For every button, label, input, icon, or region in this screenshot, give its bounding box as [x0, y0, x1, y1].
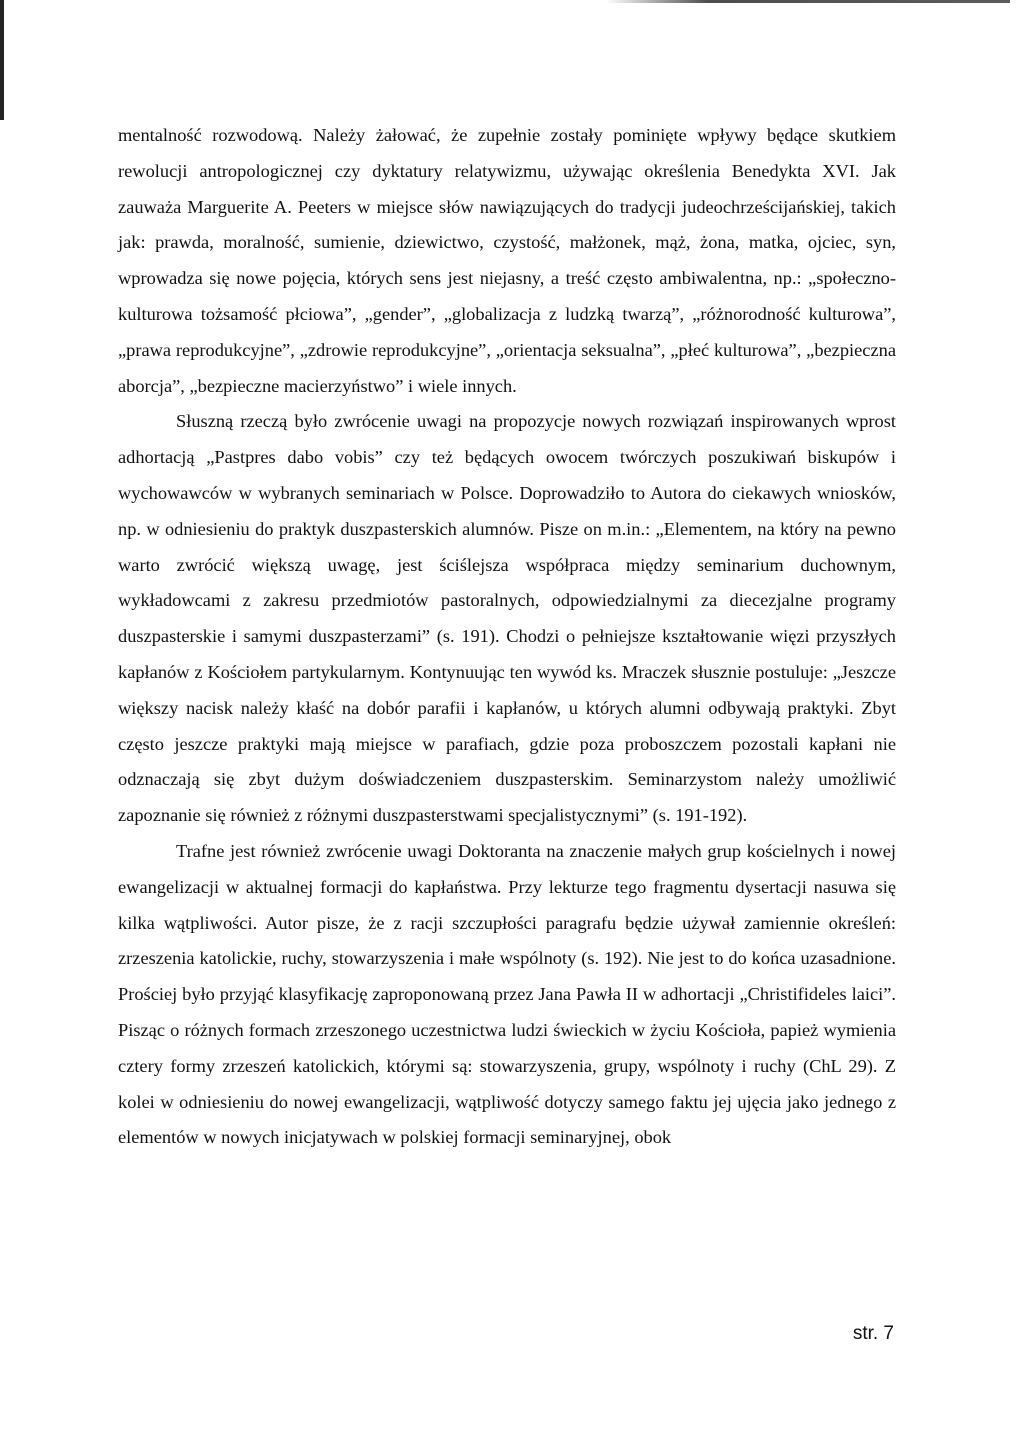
page-number: str. 7: [852, 1323, 894, 1344]
scan-edge-top: [0, 0, 1010, 3]
paragraph-2: Słuszną rzeczą było zwrócenie uwagi na propozycje nowych rozwiązań inspirowanych wprost adhortacją „Pastpres dabo vobis” czy też będących owocem twórczych poszukiwań biskupów i wychowawców w wybranych seminariach w Polsce. Doprowadziło to Autora do ciekawych wniosków, np. w odniesieniu do praktyk duszpasterskich alumnów. Pisze on m.in.: „Elementem, na który na pewno warto zwrócić większą uwagę, jest ściślejsza współpraca między seminarium duchownym, wykładowcami z zakresu przedmiotów pastoralnych, odpowiedzialnymi za diecezjalne programy duszpasterskie i samymi duszpasterzami” (s. 191). Chodzi o pełniejsze kształtowanie więzi przyszłych kapłanów z Kościołem partykularnym. Kontynuując ten wywód ks. Mraczek słusznie postuluje: „Jeszcze większy nacisk należy kłaść na dobór parafii i kapłanów, u których alumni odbywają praktyki. Zbyt często jeszcze praktyki mają miejsce w parafiach, gdzie poza proboszczem pozostali kapłani nie odznaczają się zbyt dużym doświadczeniem duszpasterskim. Seminarzystom należy umożliwić zapoznanie się również z różnymi duszpasterstwami specjalistycznymi” (s. 191-192).: [118, 411, 896, 826]
scan-edge-left: [0, 0, 4, 120]
document-page: [118, 118, 896, 1156]
paragraph-3: Trafne jest również zwrócenie uwagi Doktoranta na znaczenie małych grup kościelnych i nowej ewangelizacji w aktualnej formacji do kapłaństwa. Przy lekturze tego fragmentu dysertacji nasuwa się kilka wątpliwości. Autor pisze, że z racji szczupłości paragrafu będzie używał zamiennie określeń: zrzeszenia katolickie, ruchy, stowarzyszenia i małe wspólnoty (s. 192). Nie jest to do końca uzasadnione. Prościej było przyjąć klasyfikację zaproponowaną przez Jana Pawła II w adhortacji „Christifideles laici”. Pisząc o różnych formach zrzeszonego uczestnictwa ludzi świeckich w życiu Kościoła, papież wymienia cztery formy zrzeszeń katolickich, którymi są: stowarzyszenia, grupy, wspólnoty i ruchy (ChL 29). Z kolei w odniesieniu do nowej ewangelizacji, wątpliwość dotyczy samego faktu jej ujęcia jako jednego z elementów w nowych inicjatywach w polskiej formacji seminaryjnej, obok: [118, 840, 896, 1148]
paragraph-1: mentalność rozwodową. Należy żałować, że zupełnie zostały pominięte wpływy będące skutkiem rewolucji antropologicznej czy dyktatury relatywizmu, używając określenia Benedykta XVI. Jak zauważa Marguerite A. Peeters w miejsce słów nawiązujących do tradycji judeochrześcijańskiej, takich jak: prawda, moralność, sumienie, dziewictwo, czystość, małżonek, mąż, żona, matka, ojciec, syn, wprowadza się nowe pojęcia, których sens jest niejasny, a treść często ambiwalentna, np.: „społeczno-kulturowa tożsamość płciowa”, „gender”, „globalizacja z ludzką twarzą”, „różnorodność kulturowa”, „prawa reprodukcyjne”, „zdrowie reprodukcyjne”, „orientacja seksualna”, „płeć kulturowa”, „bezpieczna aborcja”, „bezpieczne macierzyństwo” i wiele innych.: [118, 125, 896, 396]
